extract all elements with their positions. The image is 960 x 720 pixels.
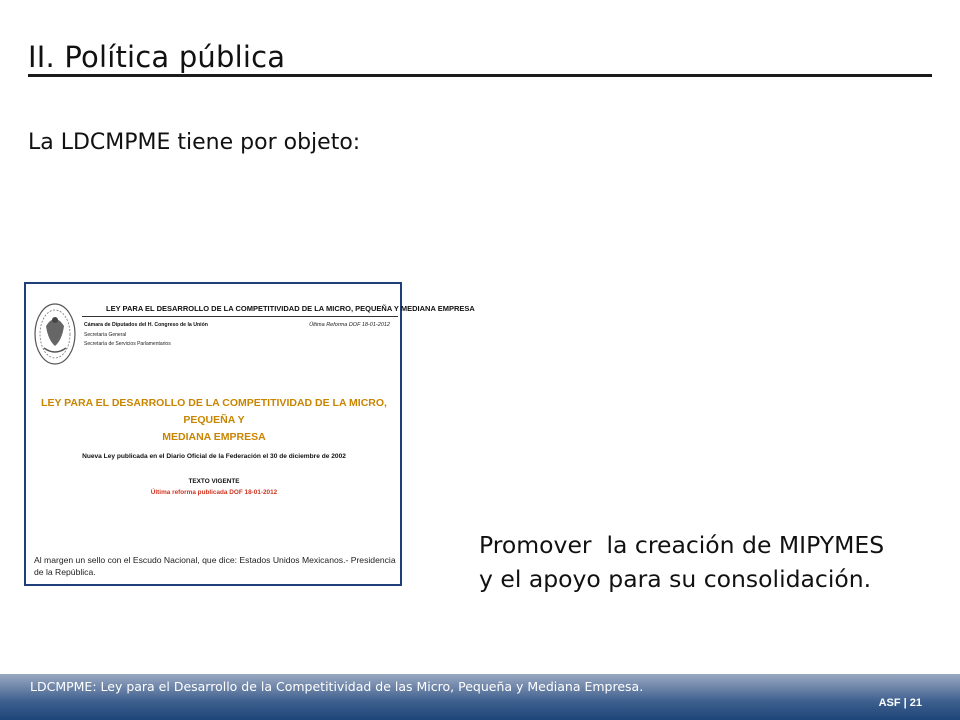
- national-seal-icon: [32, 290, 78, 368]
- slide-subtitle: La LDCMPME tiene por objeto:: [28, 130, 361, 155]
- footer-note: LDCMPME: Ley para el Desarrollo de la Competitividad de las Micro, Pequeña y Mediana Empresa.: [30, 679, 644, 694]
- doc-footer-text: Al margen un sello con el Escudo Nacional, que dice: Estados Unidos Mexicanos.- Presidencia de la República.: [34, 555, 396, 577]
- doc-published-note: Nueva Ley publicada en el Diario Oficial de la Federación el 30 de diciembre de 2002: [82, 453, 346, 460]
- objective-line-1: Promover la creación de MIPYMES: [479, 531, 885, 559]
- doc-main-title-line1: LEY PARA EL DESARROLLO DE LA COMPETITIVIDAD DE LA MICRO, PEQUEÑA Y: [41, 397, 387, 426]
- doc-texto-vigente: TEXTO VIGENTE: [188, 478, 240, 485]
- title-underline: [28, 74, 932, 77]
- slide-title: II. Política pública: [28, 40, 286, 74]
- doc-header-rule: [82, 316, 398, 317]
- doc-main-title: [36, 395, 392, 446]
- doc-secretaria-general: Secretaría General: [84, 332, 127, 338]
- objective-line-2: y el apoyo para su consolidación.: [479, 565, 872, 593]
- law-document-image: [24, 282, 475, 586]
- doc-chamber: Cámara de Diputados del H. Congreso de la Unión: [84, 322, 208, 328]
- doc-main-title-line2: MEDIANA EMPRESA: [162, 431, 266, 443]
- doc-last-reform: Última Reforma DOF 18-01-2012: [309, 322, 390, 328]
- objective-text: [479, 528, 949, 596]
- doc-ultima-reforma: Última reforma publicada DOF 18-01-2012: [150, 489, 278, 496]
- page-number: ASF | 21: [878, 697, 922, 709]
- doc-secretaria-servicios: Secretaría de Servicios Parlamentarios: [84, 341, 171, 347]
- doc-header-title: LEY PARA EL DESARROLLO DE LA COMPETITIVIDAD DE LA MICRO, PEQUEÑA Y MEDIANA EMPRESA: [106, 304, 475, 313]
